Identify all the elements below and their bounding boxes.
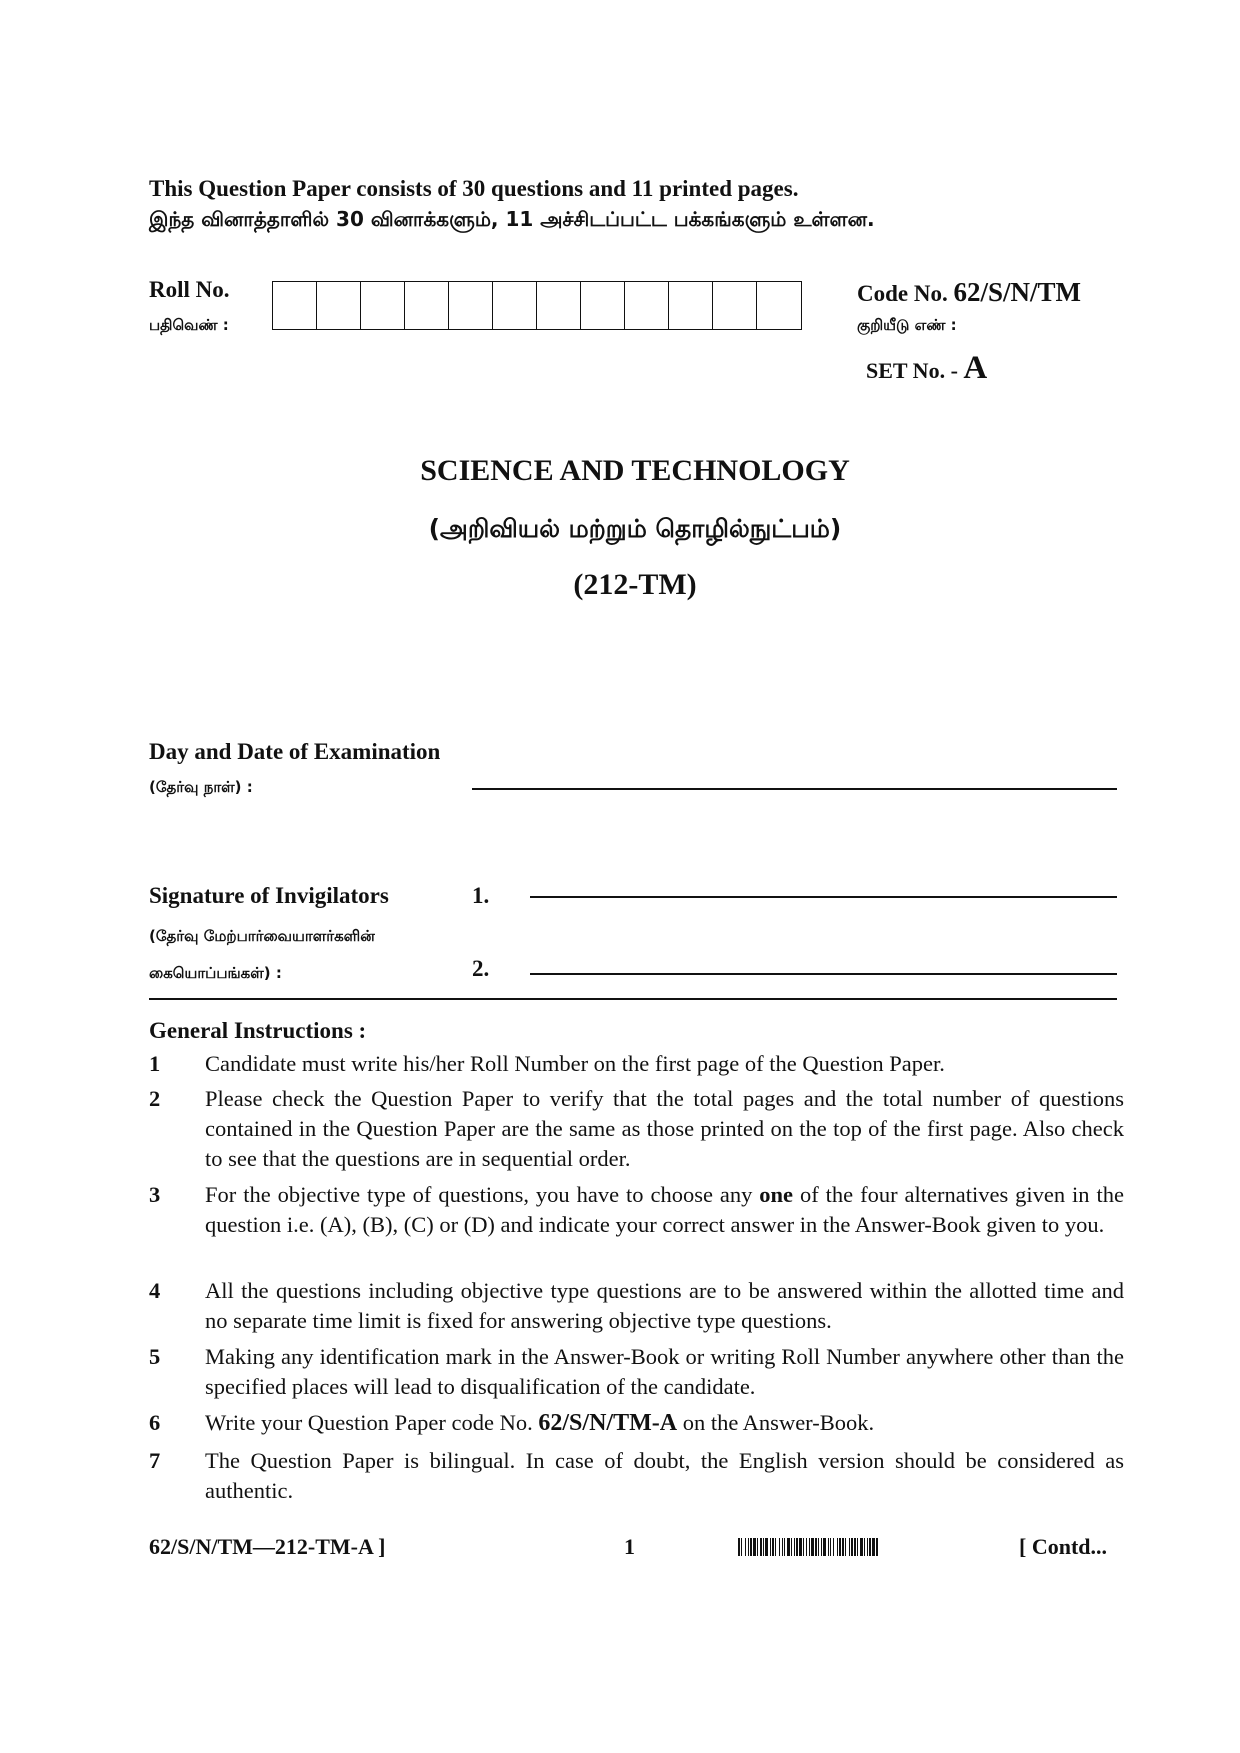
instruction-number: 3 bbox=[149, 1182, 161, 1207]
roll-number-boxes[interactable] bbox=[272, 281, 802, 330]
instruction-paper-code: 62/S/N/TM-A bbox=[538, 1410, 678, 1436]
instruction-item bbox=[149, 1408, 1124, 1438]
roll-digit-box[interactable] bbox=[625, 282, 669, 329]
roll-digit-box[interactable] bbox=[669, 282, 713, 329]
instruction-text bbox=[205, 1180, 1124, 1240]
instruction-text-part: on the Answer-Book. bbox=[677, 1410, 875, 1435]
set-value: A bbox=[963, 350, 988, 386]
set-number bbox=[866, 350, 987, 387]
invigilator-signature-label: Signature of Invigilators bbox=[149, 883, 389, 908]
code-label: Code No. bbox=[857, 281, 948, 306]
instruction-text-part: of the four alternatives given in the question i.e. (A), (B), (C) or (D) and indicate your correct answer in the Answer-Book given to you. bbox=[205, 1182, 1124, 1237]
exam-date-label: Day and Date of Examination bbox=[149, 739, 441, 764]
roll-digit-box[interactable] bbox=[581, 282, 625, 329]
page-number: 1 bbox=[624, 1534, 635, 1559]
set-label: SET No. - bbox=[866, 358, 958, 383]
instruction-text: The Question Paper is bilingual. In case of doubt, the English version should be considered as authentic. bbox=[205, 1448, 1124, 1503]
instruction-number: 4 bbox=[149, 1278, 161, 1303]
roll-digit-box[interactable] bbox=[405, 282, 449, 329]
subject-code: (212-TM) bbox=[573, 568, 697, 601]
section-divider bbox=[149, 998, 1117, 1000]
code-number bbox=[857, 277, 1081, 308]
barcode bbox=[738, 1538, 996, 1556]
roll-digit-box[interactable] bbox=[713, 282, 757, 329]
roll-digit-box[interactable] bbox=[317, 282, 361, 329]
paper-info-tamil: இந்த வினாத்தாளில் 30 வினாக்களும், 11 அச்சிடப்பட்ட பக்கங்களும் உள்ளன. bbox=[149, 207, 875, 231]
roll-digit-box[interactable] bbox=[449, 282, 493, 329]
signature-line-2[interactable] bbox=[530, 973, 1117, 975]
roll-digit-box[interactable] bbox=[493, 282, 537, 329]
instruction-text-part: Write your Question Paper code No. bbox=[205, 1410, 539, 1435]
signature-number-1: 1. bbox=[472, 883, 490, 908]
code-label-tamil: குறியீடு எண் : bbox=[857, 316, 957, 334]
instruction-item bbox=[149, 1342, 1124, 1402]
instruction-item bbox=[149, 1180, 1124, 1240]
roll-digit-box[interactable] bbox=[757, 282, 801, 329]
paper-info-english: This Question Paper consists of 30 questions and 11 printed pages. bbox=[149, 176, 799, 201]
subject-title-tamil: (அறிவியல் மற்றும் தொழில்நுட்பம்) bbox=[428, 514, 842, 543]
invigilator-signature-label-tamil-2: கையொப்பங்கள்) : bbox=[149, 964, 282, 982]
instruction-text: Please check the Question Paper to verify that the total pages and the total number of questions contained in the Question Paper are the same as those printed on the top of the first page. Also check to see that the questions are in sequential order. bbox=[205, 1086, 1124, 1171]
roll-digit-box[interactable] bbox=[537, 282, 581, 329]
continued-label: [ Contd... bbox=[1019, 1534, 1108, 1559]
instruction-text: All the questions including objective type questions are to be answered within the allotted time and no separate time limit is fixed for answering objective type questions. bbox=[205, 1278, 1124, 1333]
exam-date-line[interactable] bbox=[472, 788, 1117, 790]
general-instructions-title: General Instructions : bbox=[149, 1018, 367, 1043]
roll-no-label: Roll No. bbox=[149, 277, 230, 302]
instruction-number: 7 bbox=[149, 1448, 161, 1473]
instruction-item bbox=[149, 1049, 1124, 1079]
instruction-item bbox=[149, 1446, 1124, 1506]
instruction-number: 6 bbox=[149, 1410, 161, 1435]
footer-paper-code: 62/S/N/TM—212-TM-A ] bbox=[149, 1534, 386, 1559]
instruction-item bbox=[149, 1276, 1124, 1336]
instruction-emphasis: one bbox=[759, 1182, 794, 1207]
roll-digit-box[interactable] bbox=[361, 282, 405, 329]
roll-digit-box[interactable] bbox=[273, 282, 317, 329]
subject-title: SCIENCE AND TECHNOLOGY bbox=[420, 454, 850, 487]
code-value: 62/S/N/TM bbox=[953, 277, 1081, 307]
signature-line-1[interactable] bbox=[530, 896, 1117, 898]
exam-date-label-tamil: (தேர்வு நாள்) : bbox=[149, 778, 253, 796]
instruction-text: Making any identification mark in the Answer-Book or writing Roll Number anywhere other than the specified places will lead to disqualification of the candidate. bbox=[205, 1344, 1124, 1399]
instruction-number: 2 bbox=[149, 1086, 161, 1111]
instruction-number: 5 bbox=[149, 1344, 161, 1369]
instruction-number: 1 bbox=[149, 1051, 161, 1076]
invigilator-signature-label-tamil-1: (தேர்வு மேற்பார்வையாளர்களின் bbox=[149, 927, 375, 945]
roll-no-label-tamil: பதிவெண் : bbox=[149, 316, 229, 334]
signature-number-2: 2. bbox=[472, 956, 490, 981]
instruction-text bbox=[205, 1408, 1124, 1438]
instruction-text: Candidate must write his/her Roll Number on the first page of the Question Paper. bbox=[205, 1051, 945, 1076]
instruction-text-part: For the objective type of questions, you have to choose any bbox=[205, 1182, 760, 1207]
instruction-item bbox=[149, 1084, 1124, 1174]
